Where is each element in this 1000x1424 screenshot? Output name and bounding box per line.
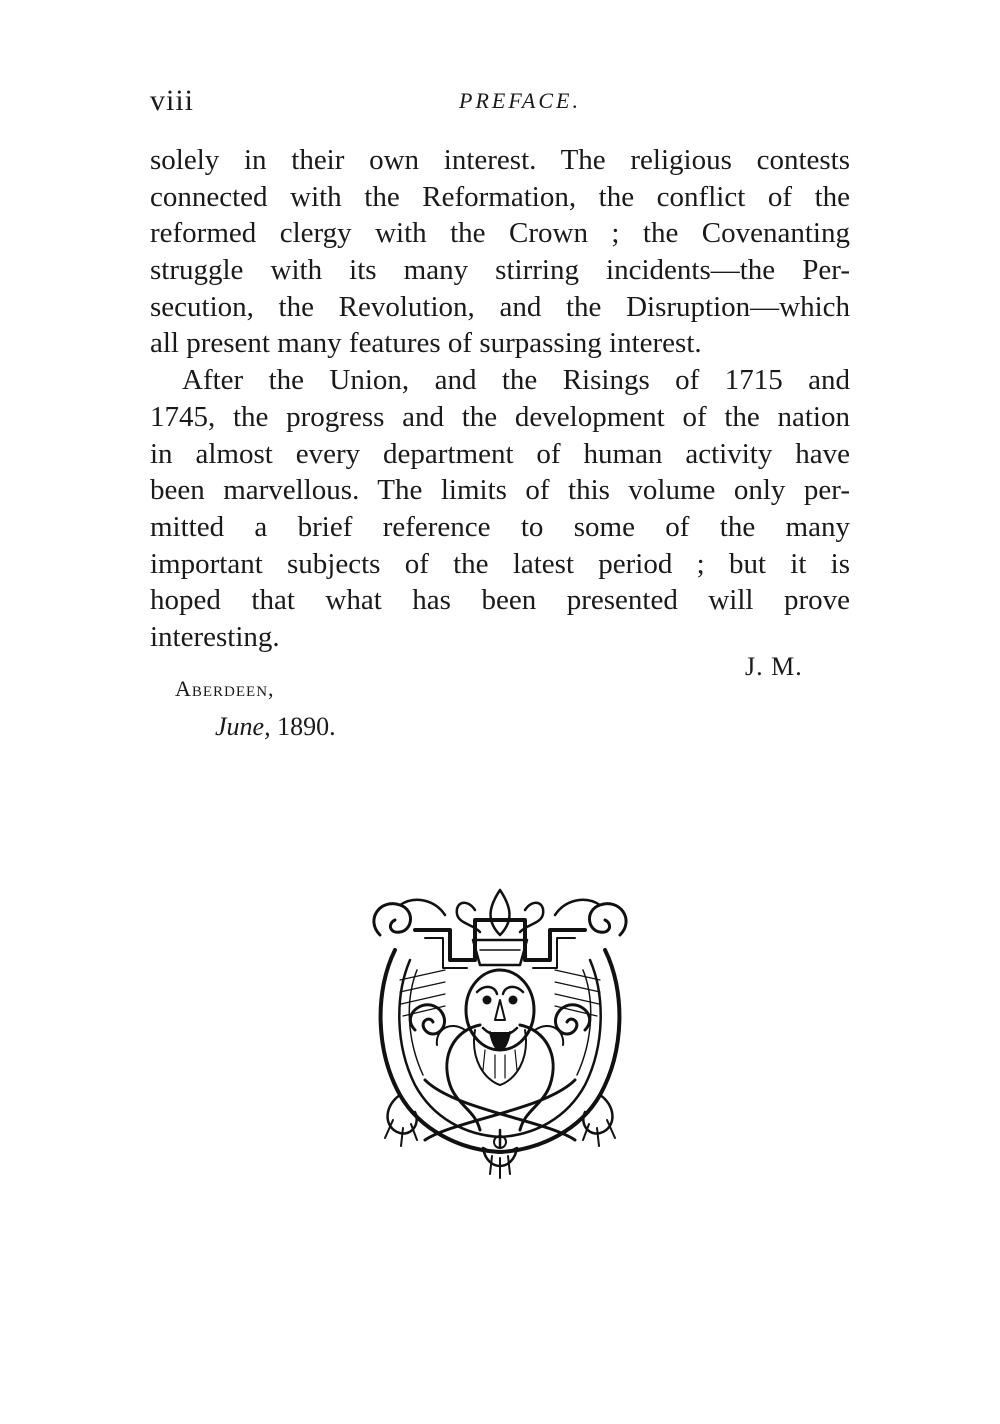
text-line: all present many features of surpassing interest. bbox=[150, 327, 702, 360]
place-line: Aberdeen, bbox=[175, 676, 275, 701]
running-head bbox=[150, 84, 850, 124]
text-line: hoped that what has been presented will prove bbox=[150, 584, 850, 617]
text-line: secution, the Revolution, and the Disruption—which bbox=[150, 290, 850, 323]
text-line: After the Union, and the Risings of 1715 and bbox=[182, 364, 850, 397]
date-month: June, bbox=[215, 712, 271, 741]
text-line: interesting. bbox=[150, 620, 280, 653]
text-line: in almost every department of human activity have bbox=[150, 437, 850, 470]
text-line: 1745, the progress and the development of the nation bbox=[150, 400, 850, 433]
text-line: mitted a brief reference to some of the many bbox=[150, 510, 850, 543]
date-year: 1890. bbox=[277, 712, 336, 741]
text-line: reformed clergy with the Crown ; the Covenanting bbox=[150, 217, 850, 250]
preface-body bbox=[150, 142, 850, 656]
page-number: viii bbox=[150, 84, 195, 117]
text-line: been marvellous. The limits of this volume only per- bbox=[150, 474, 850, 507]
grotesque-mask-ornament-icon bbox=[355, 880, 645, 1180]
text-line: important subjects of the latest period ; but it is bbox=[150, 547, 850, 580]
text-line: solely in their own interest. The religious contests bbox=[150, 144, 850, 176]
author-initials: J. M. bbox=[745, 652, 803, 681]
text-line: connected with the Reformation, the conflict of the bbox=[150, 180, 850, 213]
date-line bbox=[215, 712, 336, 742]
running-title: PREFACE. bbox=[459, 88, 581, 113]
text-line: struggle with its many stirring incidents—the Per- bbox=[150, 254, 850, 287]
